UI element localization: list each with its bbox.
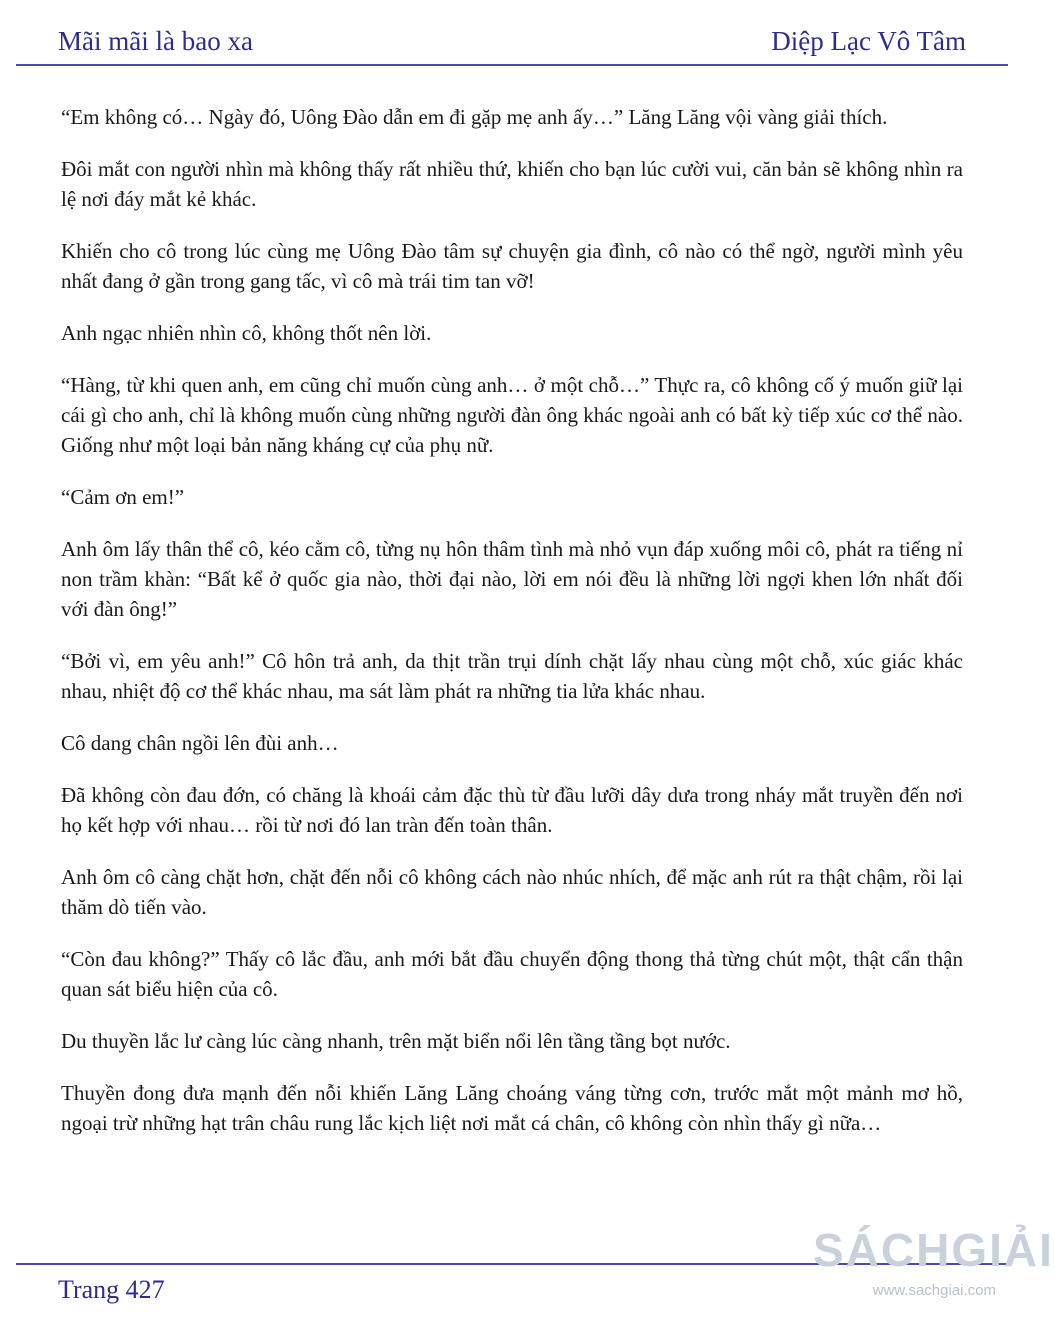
watermark-logo: SÁCHGIẢI (813, 1224, 1054, 1276)
paragraph: “Cảm ơn em!” (61, 485, 185, 509)
watermark (813, 1220, 1054, 1320)
paragraph: “Em không có… Ngày đó, Uông Đào dẫn em đi gặp mẹ anh ấy…” Lăng Lăng vội vàng giải thích. (61, 105, 888, 129)
paragraph: Cô dang chân ngồi lên đùi anh… (61, 731, 339, 755)
paragraph: Khiến cho cô trong lúc cùng mẹ Uông Đào tâm sự chuyện gia đình, cô nào có thể ngờ, người mình yêu nhất đang ở gần trong gang tấc, vì cô mà trái tim tan vỡ! (61, 239, 963, 293)
page-number: Trang 427 (58, 1275, 165, 1304)
paragraph: “Còn đau không?” Thấy cô lắc đầu, anh mới bắt đầu chuyển động thong thả từng chút một, thật cẩn thận quan sát biểu hiện của cô. (61, 947, 963, 1001)
watermark-url: www.sachgiai.com (872, 1282, 996, 1299)
paragraph: Đôi mắt con người nhìn mà không thấy rất nhiều thứ, khiến cho bạn lúc cười vui, căn bản sẽ không nhìn ra lệ nơi đáy mắt kẻ khác. (61, 157, 963, 211)
paragraph: “Bởi vì, em yêu anh!” Cô hôn trả anh, da thịt trần trụi dính chặt lấy nhau cùng một chỗ, xúc giác khác nhau, nhiệt độ cơ thể khác nhau, ma sát làm phát ra những tia lửa khác nhau. (61, 649, 963, 703)
page-header (58, 26, 966, 60)
paragraph: “Hàng, từ khi quen anh, em cũng chỉ muốn cùng anh… ở một chỗ…” Thực ra, cô không cố ý muốn giữ lại cái gì cho anh, chỉ là không muốn cùng những người đàn ông khác ngoài anh có bất kỳ tiếp xúc cơ thể nào. Giống như một loại bản năng kháng cự của phụ nữ. (61, 373, 963, 457)
page-body (61, 102, 963, 1160)
paragraph: Anh ôm cô càng chặt hơn, chặt đến nỗi cô không cách nào nhúc nhích, để mặc anh rút ra thật chậm, rồi lại thăm dò tiến vào. (61, 865, 963, 919)
paragraph: Thuyền đong đưa mạnh đến nỗi khiến Lăng Lăng choáng váng từng cơn, trước mắt một mảnh mơ hồ, ngoại trừ những hạt trân châu rung lắc kịch liệt nơi mắt cá chân, cô không còn nhìn thấy gì nữa… (61, 1081, 963, 1135)
paragraph: Anh ngạc nhiên nhìn cô, không thốt nên lời. (61, 321, 432, 345)
paragraph: Đã không còn đau đớn, có chăng là khoái cảm đặc thù từ đầu lưỡi dây dưa trong nháy mắt truyền đến nơi họ kết hợp với nhau… rồi từ nơi đó lan tràn đến toàn thân. (61, 783, 963, 837)
book-title: Mãi mãi là bao xa (58, 26, 253, 56)
header-divider (16, 64, 1008, 66)
paragraph: Du thuyền lắc lư càng lúc càng nhanh, trên mặt biển nổi lên tầng tầng bọt nước. (61, 1029, 731, 1053)
paragraph: Anh ôm lấy thân thể cô, kéo cằm cô, từng nụ hôn thâm tình mà nhỏ vụn đáp xuống môi cô, phát ra tiếng nỉ non trầm khàn: “Bất kể ở quốc gia nào, thời đại nào, lời em nói đều là những lời ngợi khen lớn nhất đối với đàn ông!” (61, 537, 963, 621)
author-name: Diệp Lạc Vô Tâm (771, 26, 966, 56)
